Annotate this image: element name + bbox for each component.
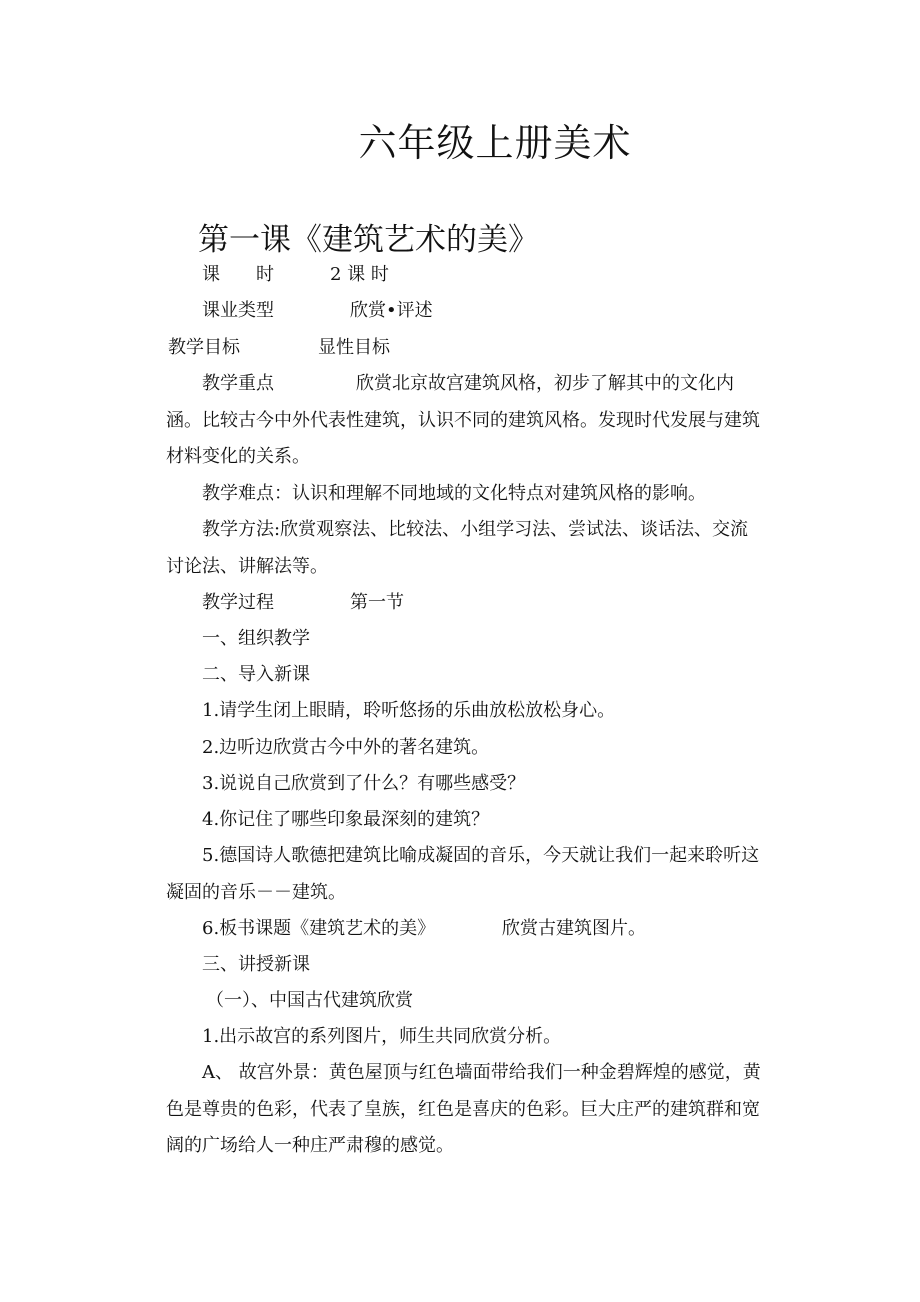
course-type-value-row	[350, 300, 433, 322]
class-hours-label: 课 时	[202, 264, 274, 285]
lesson-title: 第一课《建筑艺术的美》	[198, 222, 539, 258]
key-points-text: 欣赏北京故宫建筑风格，初步了解其中的文化内涵。比较古今中外代表性建筑，认识不同的建筑风格。发现时代发展与建筑材料变化的关系。	[166, 373, 760, 467]
process-value-row	[350, 592, 404, 614]
intro-item-6	[202, 918, 435, 940]
goal-value: 显性目标	[318, 337, 390, 358]
class-hours-value-row	[330, 264, 389, 286]
intro-item-2: 2.边听边欣赏古今中外的著名建筑。	[202, 737, 490, 758]
class-hours-row	[202, 264, 274, 286]
goal-label: 教学目标	[168, 337, 240, 358]
course-type-label: 课业类型	[202, 300, 274, 321]
class-hours-value: 2 课 时	[330, 264, 389, 285]
step-teach: 三、讲授新课	[202, 954, 310, 975]
key-points-label: 教学重点	[202, 373, 274, 394]
course-type-value: 欣赏•评述	[350, 300, 433, 321]
goal-row	[168, 337, 240, 359]
intro-item-6-extra: 欣赏古建筑图片。	[502, 918, 646, 939]
forbidden-city-paragraph: A、 故宫外景：黄色屋顶与红色墙面带给我们一种金碧辉煌的感觉，黄色是尊贵的色彩，代表了皇族，红色是喜庆的色彩。巨大庄严的建筑群和宽阔的广场给人一种庄严肃穆的感觉。	[166, 1062, 761, 1156]
difficulty-text: 教学难点：认识和理解不同地域的文化特点对建筑风格的影响。	[202, 483, 706, 504]
intro-item-4: 4.你记住了哪些印象最深刻的建筑？	[202, 809, 490, 830]
process-value: 第一节	[350, 592, 404, 613]
ancient-item-1: 1.出示故宫的系列图片，师生共同欣赏分析。	[202, 1026, 562, 1047]
intro-item-3: 3.说说自己欣赏到了什么？有哪些感受？	[202, 773, 526, 794]
process-label: 教学过程	[202, 592, 274, 613]
sub-section-ancient: （一）、中国古代建筑欣赏	[206, 990, 413, 1011]
intro-item-5: 5.德国诗人歌德把建筑比喻成凝固的音乐，今天就让我们一起来聆听这凝固的音乐－－建筑。	[166, 845, 760, 903]
intro-item-1: 1.请学生闭上眼睛，聆听悠扬的乐曲放松放松身心。	[202, 700, 616, 721]
step-organize: 一、组织教学	[202, 628, 310, 649]
methods-text: 教学方法:欣赏观察法、比较法、小组学习法、尝试法、谈话法、交流讨论法、讲解法等。	[166, 519, 749, 577]
course-type-row	[202, 300, 274, 322]
page-title: 六年级上册美术	[358, 121, 632, 165]
goal-value-row	[318, 337, 390, 359]
process-row	[202, 592, 274, 614]
intro-item-6-title: 6.板书课题《建筑艺术的美》	[202, 918, 436, 939]
step-intro: 二、导入新课	[202, 664, 310, 685]
intro-item-6-extra-row	[502, 918, 646, 940]
